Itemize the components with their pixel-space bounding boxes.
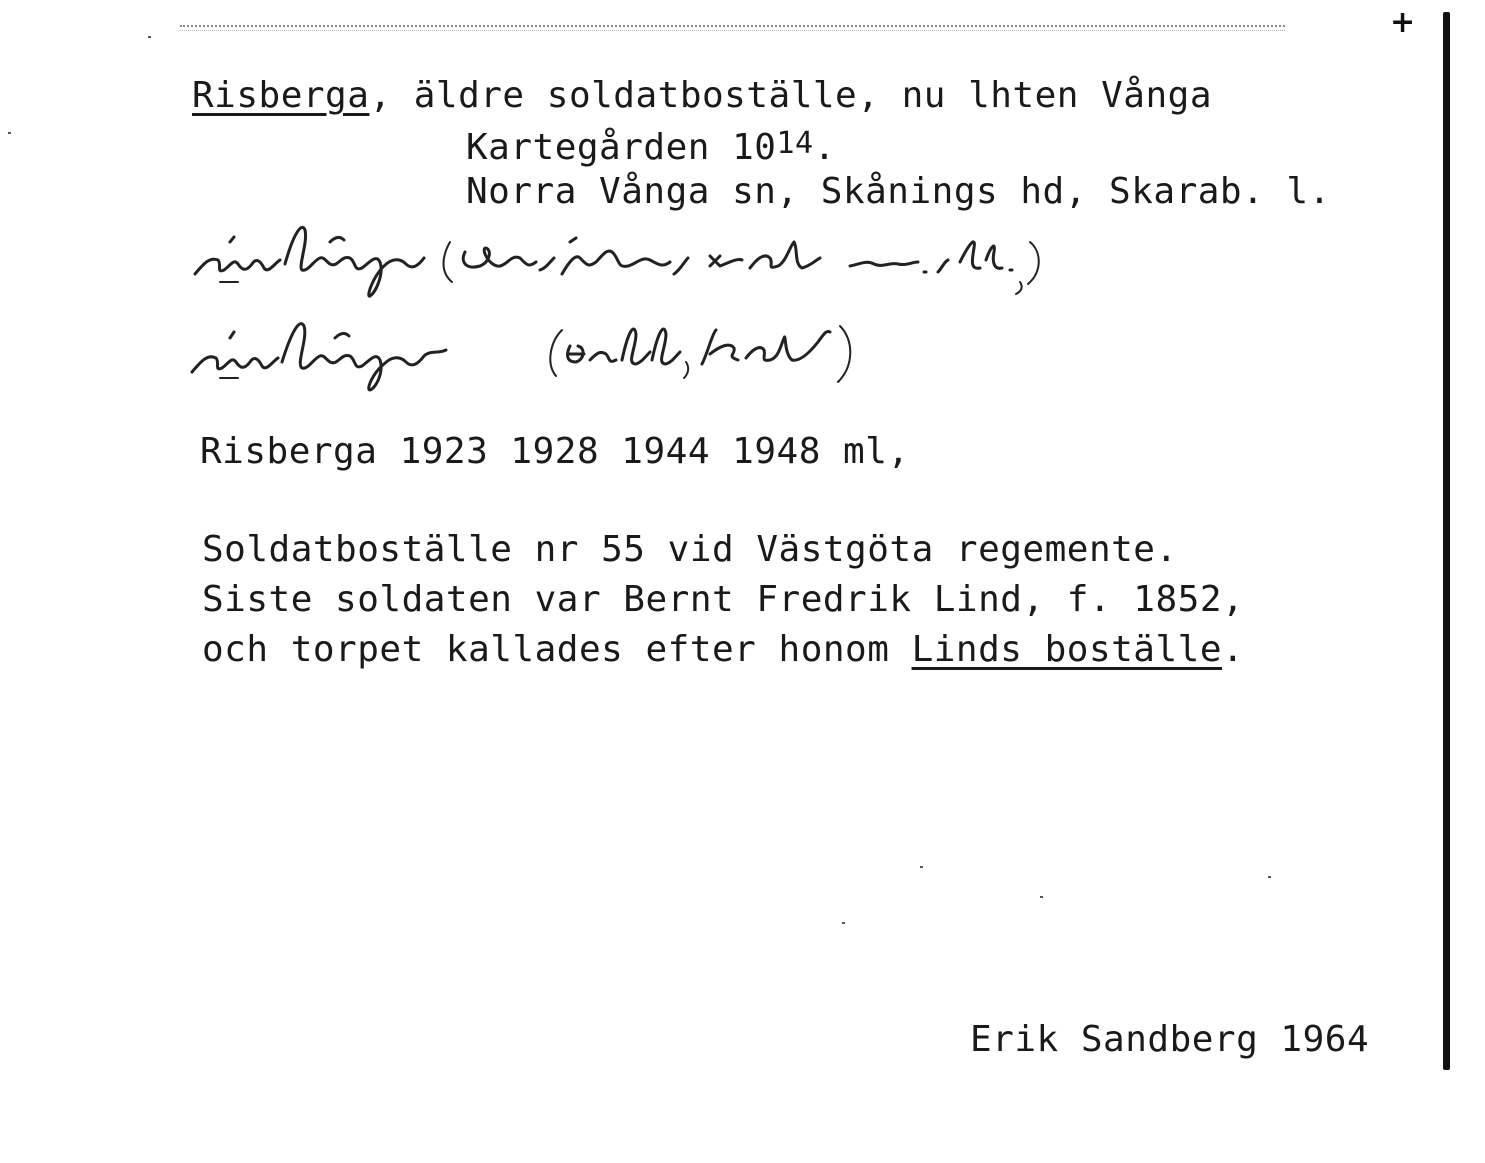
- handwriting-scribble-1: [190, 212, 1200, 302]
- right-border-bar: [1443, 12, 1450, 1070]
- entry-farm-superscript: 14: [776, 126, 814, 161]
- entry-farm-suffix: .: [813, 127, 836, 168]
- paper-speck: [920, 866, 923, 868]
- entry-location-line: Norra Vånga sn, Skånings hd, Skarab. l.: [466, 171, 1331, 212]
- notes-line-3-suffix: .: [1222, 629, 1245, 670]
- entry-name: Risberga: [192, 75, 370, 116]
- handwritten-pronunciation-2: [190, 302, 1200, 392]
- paper-speck: [842, 922, 845, 924]
- notes-line-3-prefix: och torpet kallades efter honom: [202, 629, 912, 670]
- notes-line-1: Soldatboställe nr 55 vid Västgöta regemente.: [202, 529, 1178, 570]
- signature: Erik Sandberg 1964: [970, 1019, 1370, 1060]
- entry-farm-prefix: Kartegården 10: [466, 127, 777, 168]
- handwriting-scribble-2: [190, 302, 1200, 392]
- notes-line-3: [202, 630, 1244, 670]
- notes-underlined-name: Linds boställe: [911, 629, 1222, 670]
- notes-line-2: Siste soldaten var Bernt Fredrik Lind, f. 1852,: [202, 579, 1245, 620]
- paper-speck: [148, 36, 151, 38]
- top-border-dotted: [180, 25, 1285, 27]
- plus-mark: +: [1390, 5, 1416, 40]
- handwritten-pronunciation-1: [190, 212, 1200, 302]
- handwritten-text-1: [190, 212, 191, 213]
- sources-line: Risberga 1923 1928 1944 1948 ml,: [200, 431, 910, 472]
- paper-speck: [8, 132, 11, 134]
- handwritten-text-2: [190, 302, 191, 303]
- paper-speck: [1268, 876, 1271, 878]
- paper-speck: [1040, 896, 1043, 898]
- top-border-dotted-inner: [180, 30, 1285, 31]
- entry-header-line: [192, 76, 1212, 116]
- entry-farm-line: [466, 128, 836, 168]
- entry-description: , äldre soldatboställe, nu lhten Vånga: [369, 75, 1212, 116]
